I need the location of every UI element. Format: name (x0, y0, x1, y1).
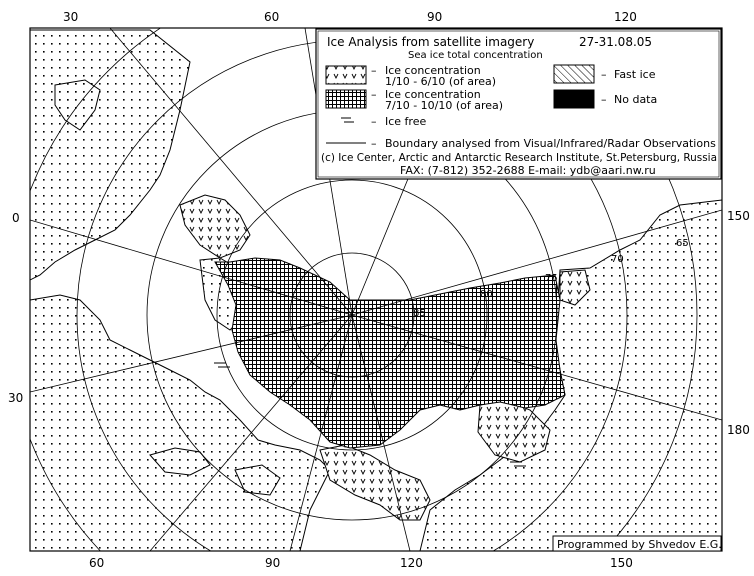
lon-label-top-60: 60 (264, 10, 280, 24)
lon-label-right-150: 150 (727, 209, 750, 223)
boundary-label: Boundary analysed from Visual/Infrared/Radar Observations (385, 137, 716, 150)
lon-label-bottom-90: 90 (265, 556, 281, 570)
lat-label-70: 70 (611, 254, 624, 265)
legend-dates: 27-31.08.05 (579, 35, 653, 49)
lon-label-bottom-60: 60 (89, 556, 105, 570)
lon-label-top-30: 30 (63, 10, 79, 24)
lon-label-right-180: 180 (727, 423, 750, 437)
high-concentration-label-2: 7/10 - 10/10 (of area) (385, 99, 504, 112)
low-concentration-swatch (326, 66, 366, 84)
svg-text:–: – (371, 88, 377, 101)
programmer-label: Programmed by Shvedov E.G. (557, 538, 722, 551)
fast-ice-label: Fast ice (614, 68, 656, 81)
low-concentration-label-1: Ice concentration (385, 64, 481, 77)
lat-label-80: 80 (480, 289, 493, 300)
contact-text: FAX: (7-812) 352-2688 E-mail: ydb@aari.nw.ru (400, 164, 656, 177)
legend-box (316, 29, 721, 179)
lon-label-top-90: 90 (427, 10, 443, 24)
svg-text:–: – (371, 64, 377, 77)
credit-text: (c) Ice Center, Arctic and Antarctic Research Institute, St.Petersburg, Russia (321, 151, 717, 164)
legend-title: Ice Analysis from satellite imagery (327, 35, 535, 49)
lat-label-75: 75 (545, 273, 558, 284)
high-concentration-swatch (326, 90, 366, 108)
svg-text:–: – (371, 115, 377, 128)
lon-label-left-0: 0 (12, 211, 20, 225)
lon-label-bottom-150: 150 (610, 556, 633, 570)
low-concentration-label-2: 1/10 - 6/10 (of area) (385, 75, 497, 88)
lon-label-bottom-120: 120 (400, 556, 423, 570)
svg-text:–: – (601, 93, 607, 106)
fast-ice-swatch (554, 65, 594, 83)
lon-label-left-30: 30 (8, 391, 24, 405)
ice-free-label: Ice free (385, 115, 427, 128)
svg-text:–: – (601, 68, 607, 81)
svg-text:–: – (371, 137, 377, 150)
high-concentration-label-1: Ice concentration (385, 88, 481, 101)
no-data-label: No data (614, 93, 658, 106)
legend-subtitle: Sea ice total concentration (408, 50, 543, 61)
lon-label-top-120: 120 (614, 10, 637, 24)
lat-label-85: 85 (413, 308, 426, 319)
lat-label-65: 65 (676, 238, 689, 249)
no-data-swatch (554, 90, 594, 108)
